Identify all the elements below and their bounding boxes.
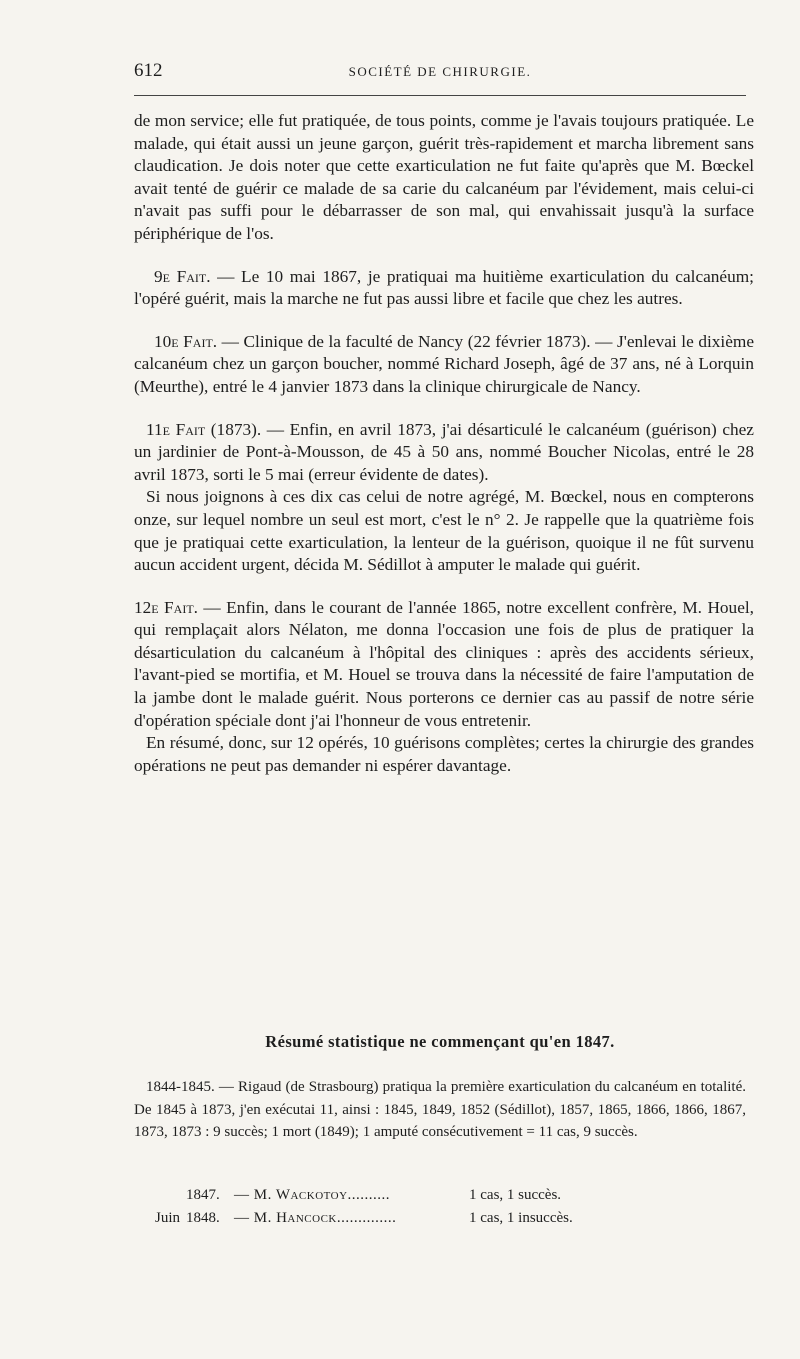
paragraph-body: (1873). — Enfin, en avril 1873, j'ai désarticulé le calcanéum (guérison) chez un jardinier de Pont-à-Mousson, de 45 à 50 ans, nommé Boucher Nicolas, entré le 28 avril 1873, sorti le 5 mai (erreur évidente de dates). (134, 419, 754, 484)
paragraph-body: — Clinique de la faculté de Nancy (22 février 1873). — J'enlevai le dixième calcanéum chez un garçon boucher, nommé Richard Joseph, âgé de 37 ans, né à Lorquin (Meurthe), entré le 4 janvier 1873 dans la clinique chirurgicale de Nancy. (134, 331, 754, 396)
paragraph-summary-cases: Si nous joignons à ces dix cas celui de notre agrégé, M. Bœckel, nous en compterons onze, sur lequel nombre un seul est mort, c'est le n° 2. Je rappelle que la quatrième fois que je pratiquai cette exarticulation, la lenteur de la guérison, quoique il ne fût survenu aucun accident urgent, décida M. Sédillot à amputer le malade qui guérit. (134, 487, 754, 575)
paragraph-fait-9 (134, 266, 754, 311)
fait-label: 10e Fait. (154, 331, 218, 351)
fait-label: 9e Fait. (154, 266, 211, 286)
statistics-summary (134, 1076, 746, 1144)
paragraph-fait-10 (134, 331, 754, 399)
entry-year: 1848. (186, 1209, 220, 1226)
page-number: 612 (134, 60, 163, 81)
paragraph-conclusion: En résumé, donc, sur 12 opérés, 10 guérisons complètes; certes la chirurgie des grandes opérations ne peut pas demander ni espérer davantage. (134, 733, 754, 775)
paragraph-fait-12 (134, 597, 754, 733)
summary-paragraph: 1844-1845. — Rigaud (de Strasbourg) pratiqua la première exarticulation du calcanéum en totalité. De 1845 à 1873, j'en exécutai 11, ainsi : 1845, 1849, 1852 (Sédillot), 1857, 1865, 1866, 1866, 1867, 1873, 1873 : 9 succès; 1 mort (1849); 1 amputé consécutivement = 11 cas, 9 succès. (134, 1079, 746, 1140)
fait-label: 12e Fait. (134, 597, 198, 617)
entry-result: 1 cas, 1 insuccès. (469, 1209, 573, 1226)
paragraph-body: — Enfin, dans le courant de l'année 1865, notre excellent confrère, M. Houel, qui remplaçait alors Nélaton, me donna l'occasion une fois de plus de pratiquer la désarticulation du calcanéum à l'hôpital des cliniques : après des accidents sérieux, l'avant-pied se mortifia, et M. Houel se trouva dans la nécessité de faire l'amputation de la jambe dont le malade guérit. Nous porterons ce dernier cas au passif de notre série d'opération spéciale dont j'ai l'honneur de vous entretenir. (134, 597, 754, 730)
entry-year: 1847. (186, 1187, 220, 1203)
case-entry (134, 1207, 746, 1230)
running-title: SOCIÉTÉ DE CHIRURGIE. (348, 64, 532, 79)
entry-month: Juin (154, 1209, 180, 1226)
section-heading: Résumé statistique ne commençant qu'en 1847. (265, 1032, 615, 1051)
page-header (134, 60, 746, 90)
paragraph-fait-11 (134, 419, 754, 487)
entry-surgeon: — M. Wackotoy.......... (234, 1187, 391, 1203)
fait-label: 11e Fait (146, 419, 206, 439)
paragraph-body: — Le 10 mai 1867, je pratiquai ma huitième exarticulation du calcanéum; l'opéré guérit, mais la marche ne fut pas aussi libre et facile que chez les autres. (134, 266, 754, 309)
case-entry (134, 1184, 746, 1207)
case-list (134, 1184, 746, 1229)
paragraph-continuation: de mon service; elle fut pratiquée, de tous points, comme je l'avais toujours pratiquée. Le malade, qui était aussi un jeune garçon, guérit très-rapidement et marcha librement sans claudication. Je dois noter que cette exarticulation ne fut faite qu'après que M. Bœckel avait tenté de guérir ce malade de sa carie du calcanéum par l'évidement, mais celui-ci n'avait pas suffi pour le débarrasser de son mal, qui envahissait jusqu'à la surface périphérique de l'os. (134, 111, 754, 243)
entry-surgeon: — M. Hancock.............. (234, 1209, 397, 1226)
main-text (134, 110, 754, 777)
header-rule (134, 95, 746, 96)
entry-result: 1 cas, 1 succès. (469, 1187, 562, 1203)
